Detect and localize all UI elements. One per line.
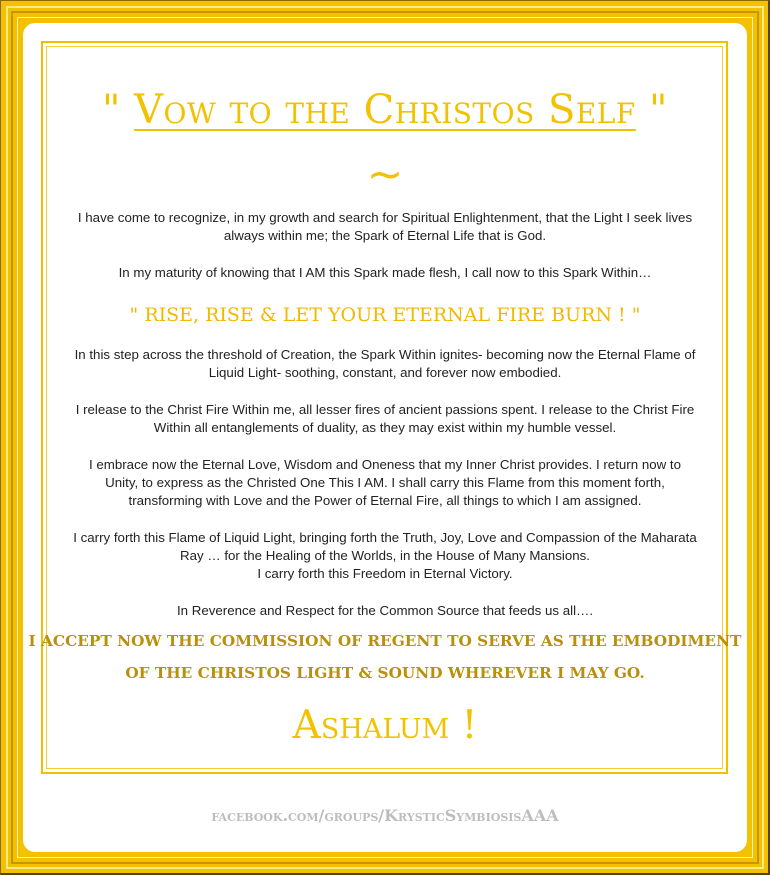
paragraph-line: Liquid Light- soothing, constant, and forever now embodied. — [208, 365, 562, 380]
paragraph-line: Unity, to express as the Christed One This I AM. I shall carry this Flame from this moment forth, — [105, 475, 665, 490]
paragraph-line: I carry forth this Flame of Liquid Light, bringing forth the Truth, Joy, Love and Compassion of the Maharata — [73, 530, 697, 545]
title-close-quote: " — [649, 87, 668, 133]
paragraph-line: In Reverence and Respect for the Common Source that feeds us all…. — [176, 603, 594, 618]
rise-heading: " RISE, RISE & LET YOUR ETERNAL FIRE BURN ! " — [129, 304, 641, 326]
paragraph-2 — [40, 264, 730, 282]
paragraph-line: I release to the Christ Fire Within me, all lesser fires of ancient passions spent. I release to the Christ Fire — [75, 402, 695, 417]
paragraph-line: In this step across the threshold of Creation, the Spark Within ignites- becoming now the Eternal Flame of — [74, 347, 696, 362]
paragraph-line: I carry forth this Freedom in Eternal Victory. — [257, 566, 513, 581]
paragraph-6 — [40, 529, 730, 583]
paragraph-5 — [40, 456, 730, 510]
page-title — [0, 86, 770, 134]
closing-word: Ashalum ! — [292, 703, 478, 748]
footer-link-text: facebook.com/groups/KrysticSymbiosisAAA — [211, 806, 559, 825]
paragraph-4 — [40, 401, 730, 437]
paragraph-line: Ray … for the Healing of the Worlds, in the House of Many Mansions. — [180, 548, 590, 563]
paragraph-3 — [40, 346, 730, 382]
title-open-quote: " — [102, 87, 121, 133]
paragraph-1 — [40, 209, 730, 245]
paragraph-line: I have come to recognize, in my growth and search for Spiritual Enlightenment, that the Light I seek lives — [77, 210, 693, 225]
paragraph-line: always within me; the Spark of Eternal Life that is God. — [223, 228, 547, 243]
paragraph-line: In my maturity of knowing that I AM this Spark made flesh, I call now to this Spark Within… — [118, 265, 652, 280]
tilde-divider: ~ — [366, 149, 404, 200]
commission-line-1: I ACCEPT NOW THE COMMISSION OF REGENT TO SERVE AS THE EMBODIMENT — [28, 632, 742, 650]
paragraph-line: transforming with Love and the Power of Eternal Fire, all things to which I am assigned. — [128, 493, 642, 508]
title-text: Vow to the Christos Self — [134, 87, 636, 133]
paragraph-line: I embrace now the Eternal Love, Wisdom and Oneness that my Inner Christ provides. I return now to — [89, 457, 681, 472]
paragraph-line: Within all entanglements of duality, as they may exist within my humble vessel. — [153, 420, 617, 435]
paragraph-7 — [40, 602, 730, 620]
commission-line-2: OF THE CHRISTOS LIGHT & SOUND WHEREVER I MAY GO. — [125, 664, 645, 682]
